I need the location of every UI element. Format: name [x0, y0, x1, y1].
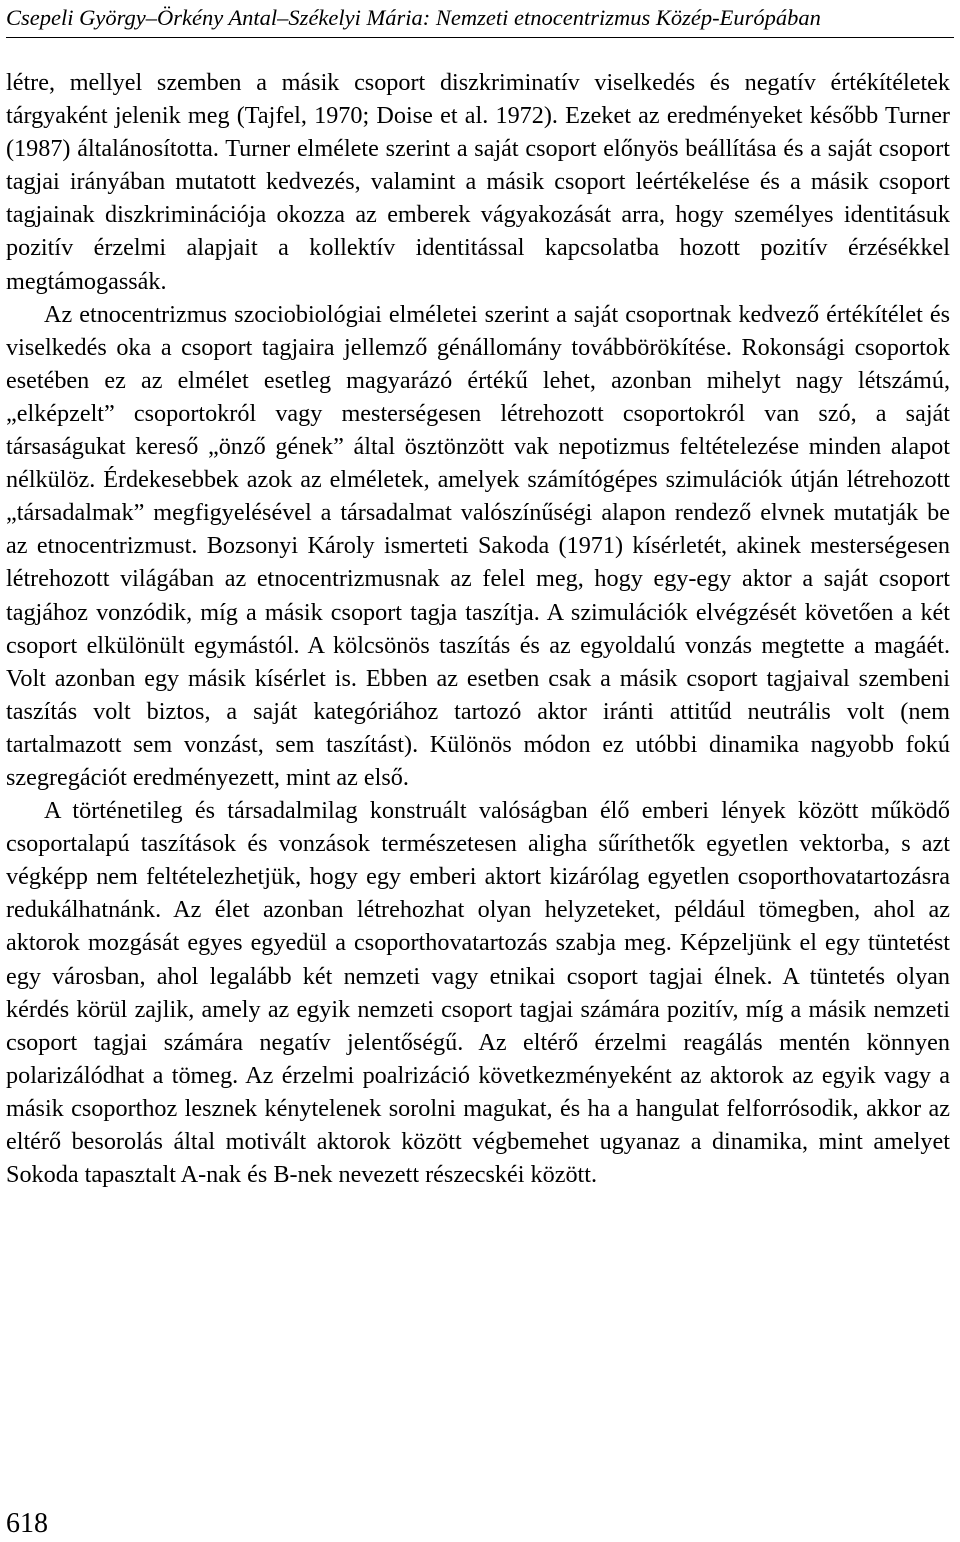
body-text — [6, 66, 950, 1191]
page-number: 618 — [6, 1508, 48, 1539]
running-header-title: Csepeli György–Örkény Antal–Székelyi Mária: Nemzeti etnocentrizmus Közép-Európában — [6, 5, 821, 30]
paragraph-sociobiology: Az etnocentrizmus szociobiológiai elméletei szerint a saját csoportnak kedvező értékítélet és viselkedés oka a csoport tagjaira jellemző génállomány továbbörökítése. Rokonsági csoportok esetében ez az elmélet esetleg magyarázó értékű lehet, azonban mihelyt nagy létszámú, „elképzelt” csoportokról vagy mesterségesen létrehozott csoportokról van szó, a saját társaságukat kereső „önző gének” által ösztönzött vak nepotizmus feltételezése minden alapot nélkülöz. Érdekesebbek azok az elméletek, amelyek számítógépes szimulációk útján létrehozott „társadalmak” megfigyelésével a társadalmat valószínűségi alapon rendező elvnek mutatják be az etnocentrizmust. Bozsonyi Károly ismerteti Sakoda (1971) kísérletét, akinek mesterségesen létrehozott világában az etnocentrizmusnak az felel meg, hogy egy-egy aktor a saját csoport tagjához vonzódik, míg a másik csoport tagja taszítja. A szimulációk elvégzését követően a két csoport elkülönült egymástól. A kölcsönös taszítás és az egyoldalú vonzás megtette a magáét. Volt azonban egy másik kísérlet is. Ebben az esetben csak a másik csoport tagjaival szembeni taszítás volt biztos, a saját kategóriához tartozó aktor iránti attitűd neutrális volt (nem tartalmazott sem vonzást, sem taszítást). Különös módon ez utóbbi dinamika nagyobb fokú szegregációt eredményezett, mint az első. — [6, 300, 950, 791]
paragraph-continuation: létre, mellyel szemben a másik csoport diszkriminatív viselkedés és negatív értékítéletek tárgyaként jelenik meg (Tajfel, 1970; Doise et al. 1972). Ezeket az eredményeket később Turner (1987) általánosította. Turner elmélete szerint a saját csoport előnyös beállítása és a saját csoport tagjai irányában mutatott kedvezés, valamint a másik csoport leértékelése és a másik csoport tagjainak diszkriminációja okozza az emberek vágyakozását arra, hogy személyes identitásuk pozitív érzelmi alapjait a kollektív identitással kapcsolatba hozott pozitív érzésékkel megtámogassák. — [6, 69, 950, 295]
paragraph-constructed-reality: A történetileg és társadalmilag konstruált valóságban élő emberi lények között működő csoportalapú taszítások és vonzások természetesen aligha sűríthetők egyetlen vektorba, s azt végképp nem feltételezhetjük, hogy egy emberi aktort kizárólag egyetlen csoporthovatartozásra redukálhatnánk. Az élet azonban létrehozhat olyan helyzeteket, például tömegben, ahol az aktorok mozgását egyes egyedül a csoporthovatartozás szabja meg. Képzeljünk el egy tüntetést egy városban, ahol legalább két nemzeti vagy etnikai csoport tagjai élnek. A tüntetés olyan kérdés körül zajlik, amely az egyik nemzeti csoport tagjai számára pozitív, míg a másik nemzeti csoport tagjai számára negatív jelentőségű. Az eltérő érzelmi reagálás mentén könnyen polarizálódhat a tömeg. Az érzelmi poalrizáció következményeként az aktorok az egyik vagy a másik csoporthoz lesznek kénytelenek sorolni magukat, és ha a hangulat felforrósodik, akkor az eltérő besorolás által motivált aktorok között végbemehet ugyanaz a dinamika, mint amelyet Sokoda tapasztalt A-nak és B-nek nevezett részecskéi között. — [6, 797, 950, 1189]
running-header — [6, 4, 954, 38]
